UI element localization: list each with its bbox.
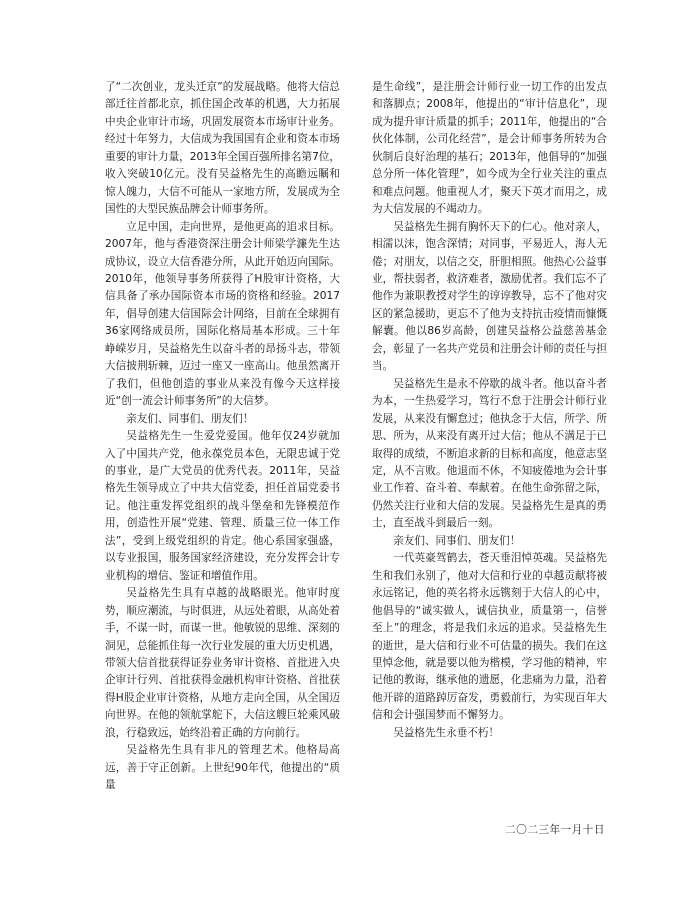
paragraph: 吴益格先生是永不停歇的战斗者。他以奋斗者为本，一生热爱学习，笃行不怠于注册会计师行业发展，从来没有懈怠过；他执念于大信，所学、所思、所为，从来没有离开过大信；他从不满足于已取得的成绩，不断追求新的目标和高度，他意志坚定，从不言败。他退而不休，不知疲倦地为会计事业工作着、奋斗着、奉献着。在他生命弥留之际，仍然关注行业和大信的发展。吴益格先生是真的勇士，直至战斗到最后一刻。	[372, 377, 607, 530]
paragraph: 吴益格先生具有非凡的管理艺术。他格局高远，善于守正创新。上世纪90年代，他提出的“质量	[105, 744, 340, 792]
left-column	[105, 79, 340, 795]
paragraph: 吴益格先生拥有胸怀天下的仁心。他对亲人，相濡以沫，饱含深情；对同事，平易近人，海人无倦；对朋友，以信之交，肝胆相照。他热心公益事业，帮扶弱者，救济难者，激励优者。我们忘不了他作为兼职教授对学生的谆谆教导，忘不了他对灾区的紧急援助，更忘不了他为支持抗击疫情而慷慨解囊。他以86岁高龄，创建吴益格公益慈善基金会，彰显了一名共产党员和注册会计师的责任与担当。	[372, 220, 607, 373]
paragraph: 吴益格先生具有卓越的战略眼光。他审时度势，顺应潮流，与时俱进，从远处着眼，从高处着手，不谋一时，而谋一世。他敏锐的思维、深刻的洞见，总能抓住每一次行业发展的重大历史机遇，带领大信首批获得证券业务审计资格、首批进入央企审计行列、首批获得金融机构审计资格、首批获得H股企业审计资格，从地方走向全国，从全国迈向世界。在他的领航掌舵下，大信这艘巨轮乘风破浪，行稳致远，始终沿着正确的方向前行。	[105, 587, 340, 739]
paragraph: 是生命线”，是注册会计师行业一切工作的出发点和落脚点；2008年，他提出的“审计信息化”，现成为提升审计质量的抓手；2011年，他提出的“合伙化体制，公司化经营”，是会计师事务所转为合伙制后良好治理的基石；2013年，他倡导的“加强总分所一体化管理”，如今成为全行业关注的重点和难点问题。他重视人才，聚天下英才而用之，成为大信发展的不竭动力。	[372, 81, 607, 216]
right-column	[372, 79, 607, 742]
paragraph: 立足中国，走向世界，是他更高的追求目标。2007年，他与香港资深注册会计师梁学濂先生达成协议，设立大信香港分所，从此开始迈向国际。2010年，他领导事务所获得了H股审计资格，大信具备了承办国际资本市场的资格和经验。2017年，倡导创建大信国际会计网络，目前在全球拥有36家网络成员所，国际化格局基本形成。三十年峥嵘岁月，吴益格先生以奋斗者的昂扬斗志，带领大信披荆斩棘，迈过一座又一座高山。他虽然离开了我们，但他创造的事业从来没有像今天这样接近“创一流会计师事务所”的大信梦。	[105, 220, 340, 408]
salutation: 亲友们、同事们、朋友们！	[393, 534, 521, 547]
paragraph: 吴益格先生一生爱党爱国。他年仅24岁就加入了中国共产党，他永葆党员本色，无限忠诚于党的事业，是广大党员的优秀代表。2011年，吴益格先生领导成立了中共大信党委，担任首届党委书记。他注重发挥党组织的战斗堡垒和先锋模范作用，创造性开展“党建、管理、质量三位一体工作法”，受到上级党组织的肯定。他心系国家强盛，以专业报国，服务国家经济建设，充分发挥会计专业机构的增信、鉴证和增值作用。	[105, 430, 340, 582]
paragraph: 了“二次创业，龙头迁京”的发展战略。他将大信总部迁往首都北京，抓住国企改革的机遇，大力拓展中央企业审计市场，巩固发展资本市场审计业务。经过十年努力，大信成为我国国有企业和资本市场重要的审计力量，2013年全国百强所排名第7位，收入突破10亿元。没有吴益格先生的高瞻远瞩和惊人魄力，大信不可能从一家地方所，发展成为全国性的大型民族品牌会计师事务所。	[105, 81, 340, 216]
salutation: 亲友们、同事们、朋友们！	[126, 412, 254, 425]
paragraph: 一代英豪驾鹤去，苍天垂泪悼英魂。吴益格先生和我们永别了，他对大信和行业的卓越贡献将被永远铭记，他的英名将永远镌刻于大信人的心中，他倡导的“诚实做人，诚信执业，质量第一，信誉至上”的理念，将是我们永远的追求。吴益格先生的逝世，是大信和行业不可估量的损失。我们在这里悼念他，就是要以他为楷模，学习他的精神，牢记他的教诲，继承他的遗愿，化悲痛为力量，沿着他开辟的道路踔厉奋发，勇毅前行，为实现百年大信和会计强国梦而不懈努力。	[372, 552, 607, 722]
document-date: 二〇二三年一月十日	[505, 824, 605, 836]
closing-line: 吴益格先生永垂不朽！	[393, 726, 500, 739]
